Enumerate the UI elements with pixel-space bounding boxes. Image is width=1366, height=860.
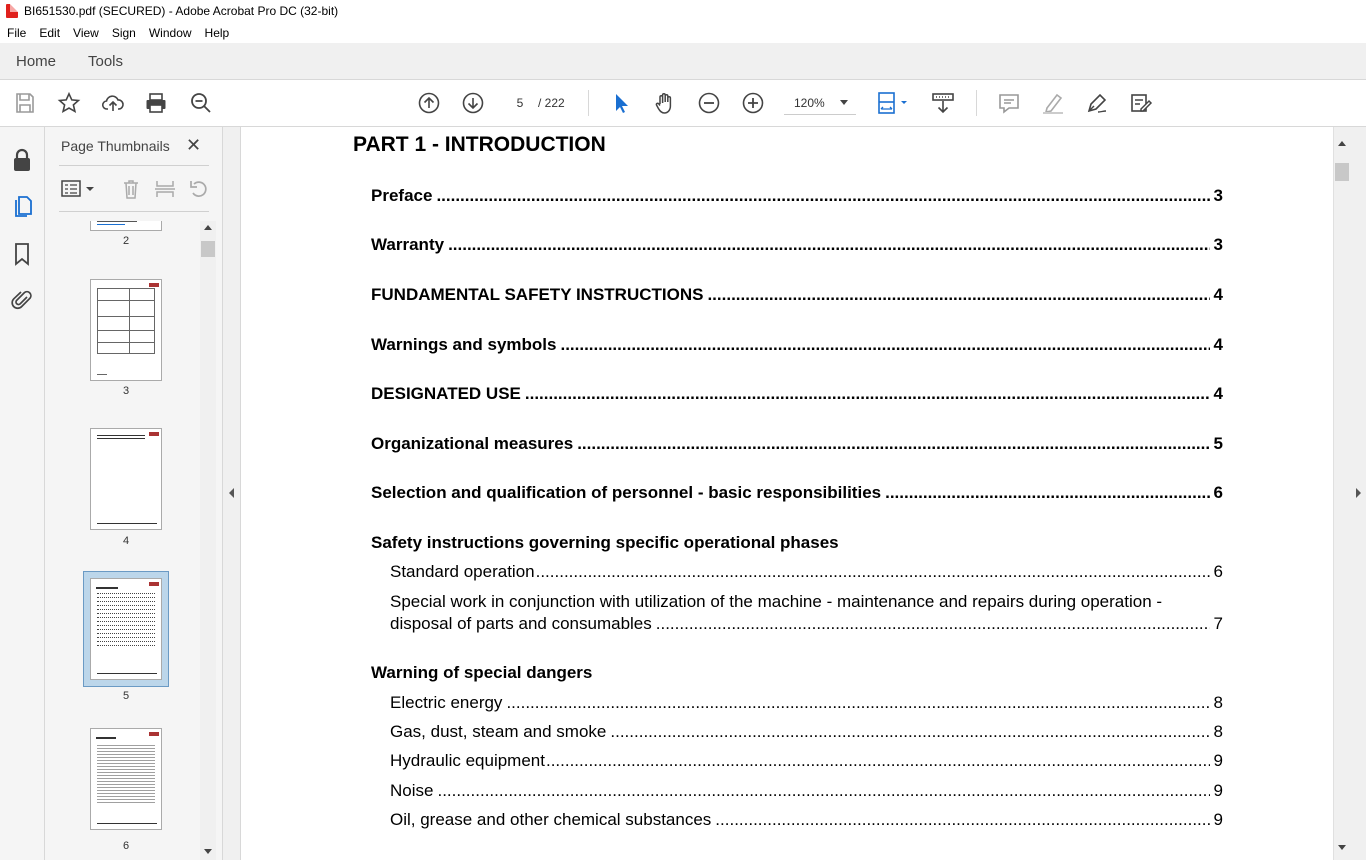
- rotate-page-icon[interactable]: [188, 178, 210, 205]
- zoom-select[interactable]: [784, 91, 856, 115]
- upload-cloud-icon[interactable]: [101, 91, 125, 115]
- toc-entry-page: 6: [1213, 562, 1223, 581]
- toc-entry-page: 9: [1213, 781, 1223, 800]
- toc-entry[interactable]: [371, 335, 1223, 355]
- toc-subentry[interactable]: [390, 693, 1223, 713]
- toc-entry[interactable]: [371, 285, 1223, 305]
- panel-title: Page Thumbnails: [61, 138, 170, 154]
- thumbnail-label: 3: [122, 385, 130, 397]
- toc-entry-page: 8: [1213, 722, 1223, 741]
- pdf-icon: [6, 4, 18, 18]
- toc-entry[interactable]: [371, 483, 1223, 503]
- toc-entry-title: Gas, dust, steam and smoke: [390, 722, 607, 741]
- page-thumbnail-5[interactable]: [90, 578, 162, 680]
- toc-entry-page: 4: [1213, 335, 1223, 354]
- sign-pen-icon[interactable]: [1085, 91, 1109, 115]
- menu-bar: [0, 22, 1366, 43]
- toc-entry-page: 4: [1213, 285, 1223, 304]
- close-icon[interactable]: ✕: [186, 135, 202, 155]
- comment-icon[interactable]: [997, 91, 1021, 115]
- scroll-down-icon[interactable]: [204, 849, 212, 854]
- document-page: [241, 127, 1333, 860]
- previous-page-icon[interactable]: [417, 91, 441, 115]
- toc-entry-title: Hydraulic equipment: [390, 751, 545, 770]
- hand-tool-icon[interactable]: [653, 91, 677, 115]
- toolbar-separator: [976, 90, 977, 116]
- page-thumbnail-4[interactable]: [90, 428, 162, 530]
- toc-entry-title: Electric energy: [390, 693, 503, 712]
- extract-page-icon[interactable]: [154, 178, 176, 205]
- chevron-left-icon[interactable]: [229, 488, 234, 498]
- toc-entry-page: 5: [1213, 434, 1223, 453]
- star-icon[interactable]: [57, 91, 81, 115]
- scrollbar-thumb[interactable]: [201, 241, 215, 257]
- toc-entry-title: disposal of parts and consumables: [390, 614, 652, 633]
- toc-entry-title: FUNDAMENTAL SAFETY INSTRUCTIONS: [371, 285, 704, 304]
- toc-subentry[interactable]: [390, 781, 1223, 801]
- toc-subentry[interactable]: [390, 751, 1223, 771]
- toc-subentry[interactable]: [390, 810, 1223, 830]
- menu-file[interactable]: File: [7, 25, 27, 40]
- delete-page-icon[interactable]: [121, 178, 141, 205]
- toc-subentry[interactable]: [390, 722, 1223, 742]
- toc-entry[interactable]: [371, 235, 1223, 255]
- thumbnail-label: 2: [122, 235, 130, 247]
- toc-entry-title: Selection and qualification of personnel - basic responsibilities: [371, 483, 882, 502]
- toc-entry-page: 9: [1213, 810, 1223, 829]
- thumbnail-label: 5: [122, 690, 130, 702]
- toc-entry-title: Warnings and symbols: [371, 335, 557, 354]
- toc-entry-title: Organizational measures: [371, 434, 574, 453]
- next-page-icon[interactable]: [461, 91, 485, 115]
- divider: [59, 165, 209, 166]
- toc-entry[interactable]: [371, 434, 1223, 454]
- toc-entry-page: 9: [1213, 751, 1223, 770]
- toc-entry-title: DESIGNATED USE: [371, 384, 521, 403]
- toc-section-heading[interactable]: Safety instructions governing specific operational phases: [371, 533, 839, 552]
- window-title: BI651530.pdf (SECURED) - Adobe Acrobat Pro DC (32-bit): [24, 4, 339, 18]
- print-icon[interactable]: [144, 91, 168, 115]
- panel-collapse-handle[interactable]: [223, 127, 241, 860]
- thumbnails-panel: [45, 127, 223, 860]
- toc-entry-title: Preface: [371, 186, 433, 205]
- chevron-down-icon: [840, 100, 848, 105]
- tab-tools[interactable]: Tools: [88, 53, 124, 70]
- toc-entry[interactable]: [371, 384, 1223, 404]
- tab-home[interactable]: Home: [16, 53, 57, 70]
- toc-entry-page: 3: [1213, 186, 1223, 205]
- page-thumbnail-2[interactable]: [90, 221, 162, 231]
- zoom-out-icon[interactable]: [697, 91, 721, 115]
- save-icon[interactable]: [13, 91, 37, 115]
- right-pane-handle[interactable]: [1350, 127, 1366, 860]
- menu-edit[interactable]: Edit: [39, 25, 61, 40]
- document-scrollbar[interactable]: [1333, 127, 1350, 860]
- page-thumbnail-3[interactable]: [90, 279, 162, 381]
- toc-entry-page: 8: [1213, 693, 1223, 712]
- toc-entry-title: Noise: [390, 781, 434, 800]
- tab-bar: [0, 43, 1366, 80]
- scroll-up-icon[interactable]: [204, 225, 212, 230]
- menu-view[interactable]: View: [73, 25, 99, 40]
- divider: [59, 211, 209, 212]
- toc-subentry-line[interactable]: Special work in conjunction with utilization of the machine - maintenance and repairs during operation -: [390, 592, 1163, 611]
- edit-pdf-icon[interactable]: [1129, 91, 1153, 115]
- toc-section-heading[interactable]: Warning of special dangers: [371, 663, 593, 682]
- page-thumbnail-6[interactable]: [90, 728, 162, 830]
- menu-window[interactable]: Window: [148, 25, 192, 40]
- thumbnail-list: [45, 221, 201, 860]
- page-total: / 222: [538, 96, 565, 110]
- zoom-in-icon[interactable]: [741, 91, 765, 115]
- page-number-input[interactable]: [506, 92, 534, 114]
- toc-entry-title: Standard operation: [390, 562, 535, 581]
- highlight-icon[interactable]: [1041, 91, 1065, 115]
- toc-entry-page: 4: [1213, 384, 1223, 403]
- menu-help[interactable]: Help: [204, 25, 230, 40]
- select-cursor-icon[interactable]: [609, 91, 633, 115]
- thumbnail-label: 4: [122, 535, 130, 547]
- page-thumbnails-icon[interactable]: [11, 193, 33, 224]
- toc-subentry[interactable]: [390, 562, 1223, 582]
- toc-entry-title: Oil, grease and other chemical substances: [390, 810, 712, 829]
- toc-entry-page: 6: [1213, 483, 1223, 502]
- attachment-icon[interactable]: [11, 287, 33, 318]
- fit-page-icon[interactable]: [877, 91, 911, 115]
- toc-entry-page: 7: [1213, 614, 1223, 633]
- thumbnail-scrollbar[interactable]: [200, 221, 216, 860]
- chevron-right-icon[interactable]: [1356, 488, 1361, 498]
- toc-entry-title: Warranty: [371, 235, 445, 254]
- find-zoom-icon[interactable]: [189, 91, 213, 115]
- title-bar: [0, 0, 1366, 22]
- lock-icon[interactable]: [11, 147, 33, 178]
- toolbar-separator: [588, 90, 589, 116]
- scroll-up-icon[interactable]: [1338, 141, 1346, 146]
- bookmark-icon[interactable]: [12, 241, 32, 272]
- thumbnail-options-icon[interactable]: [61, 179, 97, 204]
- scroll-down-icon[interactable]: [1338, 845, 1346, 850]
- scrollbar-thumb[interactable]: [1335, 163, 1349, 181]
- menu-sign[interactable]: Sign: [111, 25, 136, 40]
- toc-entry-page: 3: [1213, 235, 1223, 254]
- page-heading: PART 1 - INTRODUCTION: [353, 133, 606, 156]
- scroll-mode-icon[interactable]: [931, 91, 955, 115]
- left-rail: [0, 127, 45, 860]
- zoom-value: 120%: [794, 96, 825, 110]
- toc-subentry[interactable]: [390, 614, 1223, 634]
- thumbnail-label: 6: [122, 840, 130, 852]
- toc-entry[interactable]: [371, 186, 1223, 206]
